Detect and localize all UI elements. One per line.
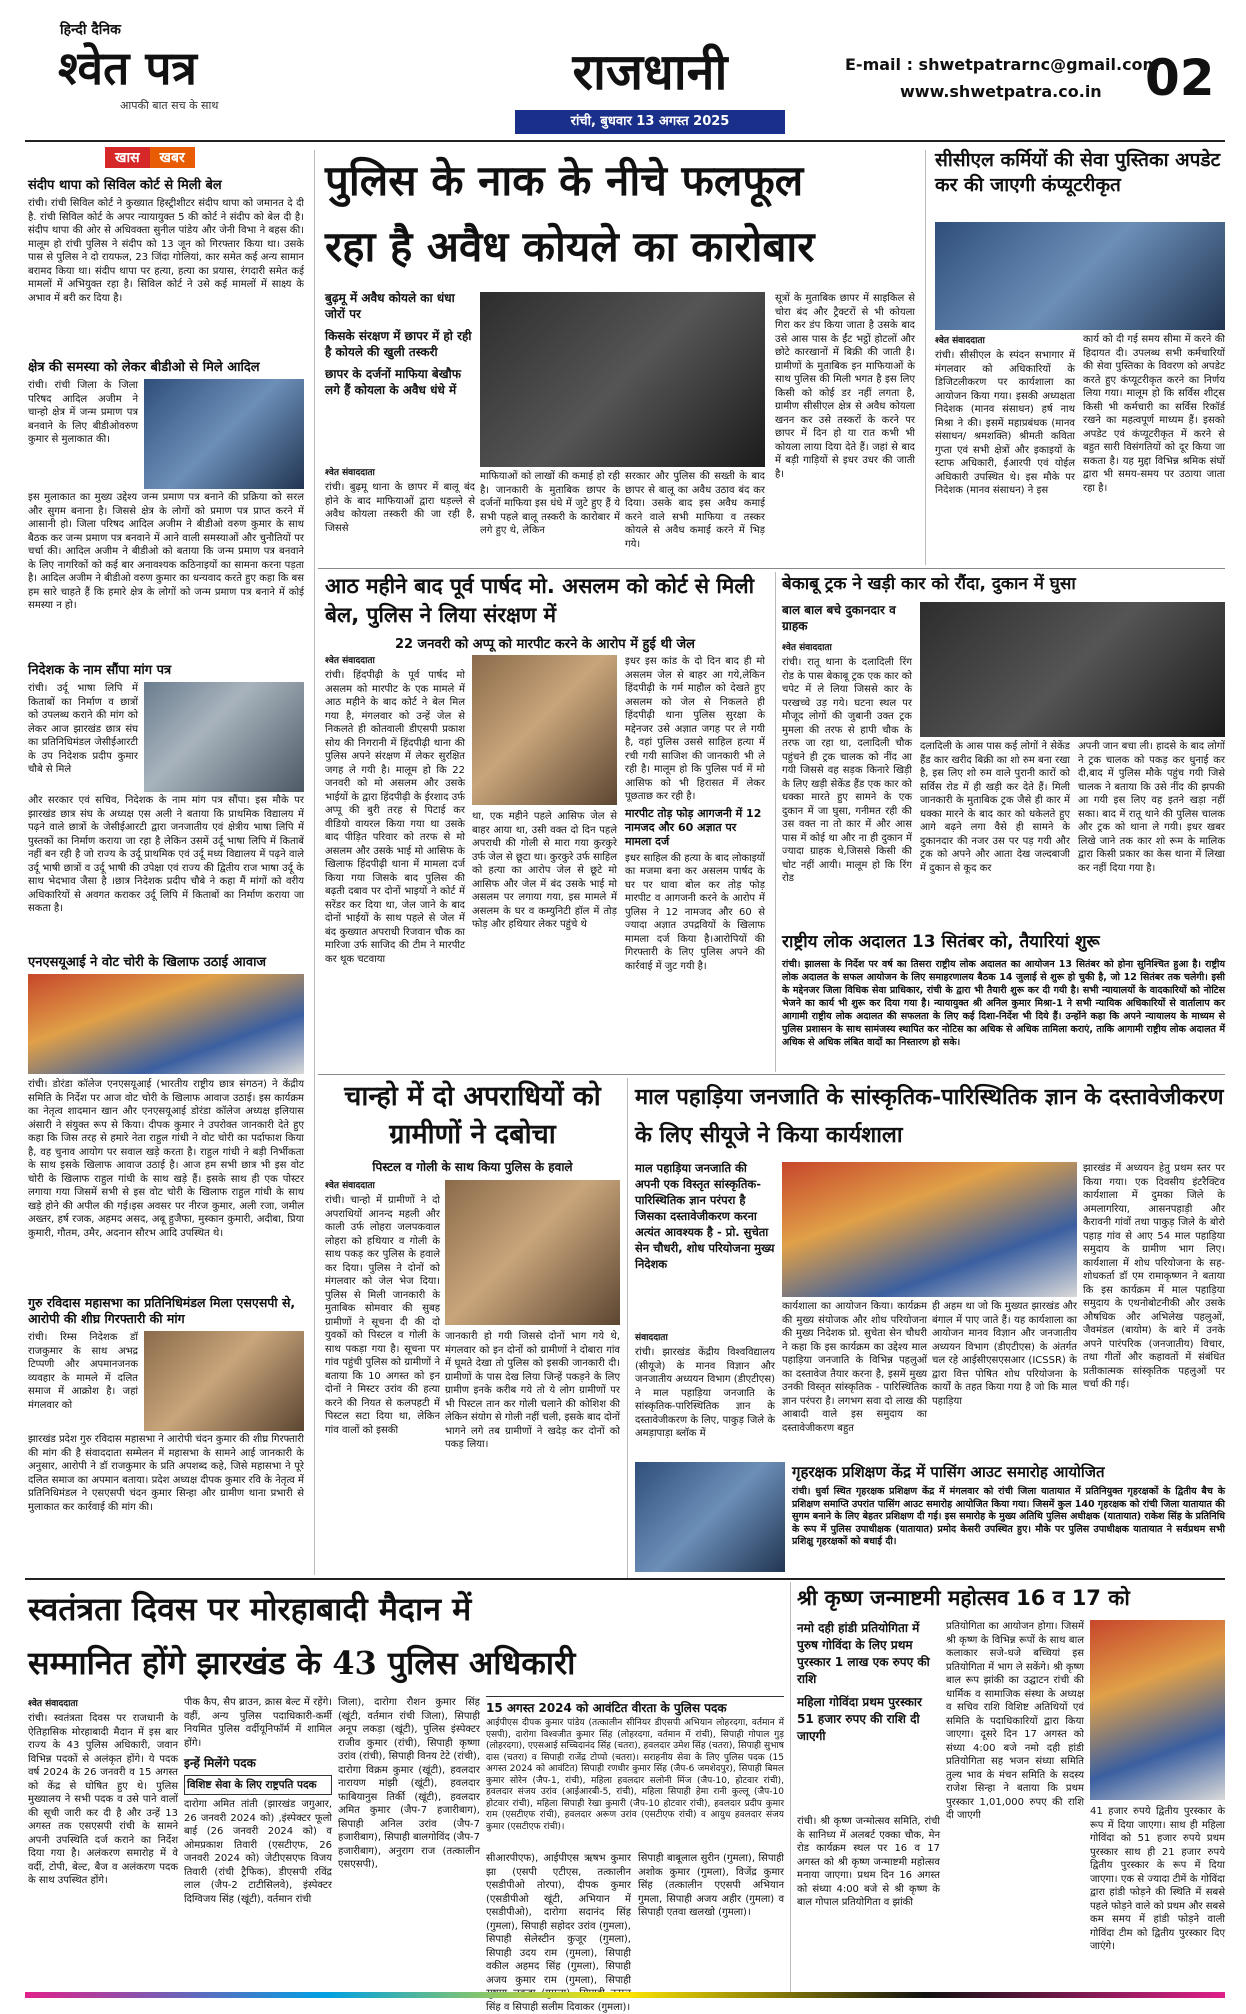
khabar-label: खबर <box>150 147 195 168</box>
mal-body-1: रांची। झारखंड केंद्रीय विश्वविद्यालय (सीयूजे) के मानव विज्ञान और जनजातीय अध्ययन विभाग (डीएटीएस) ने माल पहाड़िया जनजाति के सांस्कृतिक-पारिस्थितिक ज्ञान के दस्तावेजीकरण के लिए, पाकुड़ जिले के अमड़ापाड़ा ब्लॉक में <box>635 1347 775 1439</box>
mal-body-3: ही अहम था जो कि मुख्यत झारखंड और बंगाल में पाए जाते हैं। यह कार्यशाला का आयोजन मानव विज्ञान और जनजातीय अध्ययन विभाग (डीएटीएस) के अंतर्गत चल रहे आईसीएसएसआर (ICSSR) के द्वारा वित्त पोषित शोध परियोजना के कार्यों के तहत किया गया है जो कि माल पहाड़िया <box>932 1301 1077 1407</box>
ccl-body-2: कार्य को दी गई समय सीमा में करने की हिदायत दी। उपलब्ध सभी कर्मचारियों की सेवा पुस्तिका के विवरण को अपडेट करते हुए कंप्यूटरीकृत करने का निर्णय लिया गया। मालूम हो कि सर्विस शीट्स किसी भी कर्मचारी का सर्विस रिकॉर्ड रखने का महत्वपूर्ण माध्यम हैं। इसको अपडेट एवं कंप्यूटरीकृत में करने से बहुत सारी विसंगतियों को दूर किया जा सकता है। यह मुद्दा विभिन्न श्रमिक संघों द्वारा भी समय-समय पर उठाया जाता रहा है। <box>1083 334 1225 494</box>
sandeep-headline: संदीप थापा को सिविल कोर्ट से मिली बेल <box>28 178 222 193</box>
mal-headline: माल पहाड़िया जनजाति के सांस्कृतिक-पारिस्थितिक ज्ञान के दस्तावेजीकरण के लिए सीयूजे ने किया कार्यशाला <box>635 1084 1224 1148</box>
section-title: राजधानी <box>572 42 728 101</box>
truck-headline: बेकाबू ट्रक ने खड़ी कार को रौंदा, दुकान में घुसा <box>782 574 1076 594</box>
coal-body-2: माफियाओं को लाखों की कमाई हो रही है। जानकारी के मुताबिक छापर के दर्जनों माफिया इस धंधे में जुटे हुए हैं ये सभी पहले बालू तस्करी के कारोबार में लगे हुए थे, लेकिन <box>480 471 620 536</box>
independence-body-1: रांची। स्वतंत्रता दिवस पर राजधानी के ऐतिहासिक मोरहाबादी मैदान में इस बार राज्य के 43 पुलिस अधिकारी, जवान विभिन्न पदकों से अलंकृत होंगे। ये पदक वर्ष 2024 के 26 जनवरी व 15 अगस्त को केंद्र से घोषित हुए थे। पुलिस मुख्यालय ने सभी पदक व उसे पाने वालों की सूची जारी कर दी है और उन्हें 13 अगस्त तक एसएसपी रांची के सामने अपनी उपस्थिति दर्ज कराने का निर्देश दिया गया है। अलंकरण समारोह में वे वर्दी, टोपी, बेल्ट, बैज व अलंकरण पदक के साथ उपस्थित होंगे। <box>28 1713 178 1886</box>
mal-body-2: कार्यशाला का आयोजन किया। कार्यक्रम की मुख्य संयोजक और शोध परियोजना की मुख्य निदेशक प्रो. सुचेता सेन चौधरी ने कहा कि इस कार्यक्रम का उद्देश्य माल पहाड़िया जनजाति के विभिन्न पहलुओं का दस्तावेज तैयार करना है, इसमें मुख्य उनकी विस्तृत सांस्कृतिक - पारिस्थितिक ज्ञान परंपरा है। लगभग सवा दो लाख की आबादी वाले इस समुदाय का दस्तावेजीकरण बहुत <box>782 1301 927 1434</box>
janmashtami-body-3: 41 हजार रुपये द्वितीय पुरस्कार के रूप में दिया जाएगा। साथ ही महिला गोविंदा को 51 हजार रुपये प्रथम पुरस्कार साथ ही 21 हजार रुपये द्वितीय पुरस्कार के रूप में दिया जाएगा। एक से ज्यादा टीमें के गोविंदा द्वारा हांडी फोड़ने की स्थिति में सबसे पहले फोड़ने वाले को प्रथम और सबसे कम समय में हांडी फोड़ने वाली गोविंदा टीम को द्वितीय पुरस्कार दिए जाएंगे। <box>1090 1806 1225 1952</box>
independence-box-title: 15 अगस्त 2024 को आवंटित वीरता के पुलिस पदक <box>486 1701 727 1715</box>
independence-col-b <box>184 1696 332 1988</box>
rule-row2 <box>318 568 1225 569</box>
aslam-body-1: रांची। हिंदपीढ़ी के पूर्व पार्षद मो असलम को मारपीट के एक मामले में आठ महीने के बाद कोर्ट ने बेल मिल गया है, मंगलवार को उन्हें जेल से निकलते ही कोतवाली डीएसपी प्रकाश सोय की निगरानी में हिंदपीढ़ी थाना की पुलिस अपने संरक्षण में लेकर सुरक्षित जगह ले गयी है। मालूम हो कि 22 जनवरी को मो असलम और उसके भाईयों के द्वारा हिंदपीढ़ी के ईरशाद उर्फ अप्पू की बुरी तरह से पिटाई कर वीडियो वायरल किया गया था उसके बाद पीड़ित परिवार को तरफ से मो असलम और उसके भाई मो आसिफ के खिलाफ हिंदपीढ़ी थाना में मामला दर्ज किया गया जिसके बाद पुलिस की बढ़ती दबाव पर दोनों भाइयों ने कोर्ट में सरेंडर कर दिया था, जेल जाने के बाद दोनों भाईयों के साथ पहले से जेल में बंद कुख्यात अपराधी रिजवान चौक का मारिजा उर्फ साजिद की टीम ने मारपीट कर थूक चटवाया <box>325 670 465 965</box>
coal-body-4: सूत्रों के मुताबिक छापर में साइकिल से चोरा बंद और ट्रैक्टरों से भी कोयला गिरा कर डंप किया जाता है उसके बाद उसे आस पास के ईंट भट्ठों होटलों और छोटे कारखानों में बिक्री की जाती है। ग्रामीणों के मुताबिक इन माफियाओं के साथ पुलिस की मिली भगत है इस लिए किसी को कोई डर नहीं लगता है, ग्रामीण सीसीएल क्षेत्र से अवैध कोयला खनन कर उसे तस्करों के करने पर छापर में दिन हो या रात कभी भी कोयला लाया दिया देते हैं। जहां से बाद में बड़ी गाड़ियों से इधर उधर की जाती है। <box>775 293 915 480</box>
nideshak-story <box>28 660 304 948</box>
nsui-headline: एनएसयूआई ने वोट चोरी के खिलाफ उठाई आवाज <box>28 955 267 970</box>
independence-body-5: सीआरपीएफ), आईपीएस ऋषभ कुमार झा (एसपी एटीएस, तत्कालीन एसडीपीओ तोरपा), दीपक कुमार (एसडीपीओ खूंटी, अभियान में एसडीपीओ), दारोगा सदानंद सिंह (गुमला), सिपाही सहोदर उरांव (गुमला), सिपाही सेलेस्टीन कुजूर (गुमला), सिपाही उदय राम (गुमला), सिपाही वकील अहमद सिंह (गुमला), सिपाही अजय कुमार राम (गुमला), सिपाही सिंह व सिपाही सलीम दिवाकर (गुमला)। <box>486 1853 631 2013</box>
col-chanho-rule <box>627 1078 628 1578</box>
ccl-byline: श्वेत संवाददाता <box>935 336 985 346</box>
rule-row3 <box>318 1074 1225 1075</box>
mal-byline: संवाददाता <box>635 1333 668 1343</box>
truck-byline: श्वेत संवाददाता <box>782 643 832 653</box>
dateline: रांची, बुधवार 13 अगस्त 2025 <box>515 110 785 134</box>
ccl-photo <box>935 222 1225 330</box>
adil-photo <box>144 379 304 489</box>
aslam-col-a <box>325 653 465 1068</box>
passing-photo <box>635 1462 785 1572</box>
email-link[interactable]: E-mail : shwetpatrarnc@gmail.com <box>845 55 1160 74</box>
masthead-rule <box>25 140 1225 142</box>
ravidas-photo <box>144 1331 304 1431</box>
truck-subhead: बाल बाल बचे दुकानदार व ग्राहक <box>782 603 896 633</box>
independence-box <box>486 1696 784 1848</box>
independence-body-3: दारोगा अमित तांती (झारखंड जगुआर, 26 जनवरी 2024 को) ,इंस्पेक्टर फूलो बाई (26 जनवरी 2024 को) व ओमप्रकाश तिवारी (एसटीएफ, 26 जनवरी 2024 को) जेटीएसएफ विजय तिवारी (रांची ट्रैफिक), डीएसपी रविंद्र लाल (जैप-2 टाटीसिलवे), इंस्पेक्टर दिग्विजय सिंह (खूंटी), वर्तमान रांची <box>184 1799 332 1905</box>
truck-body-1: रांची। रातू थाना के दलादिली रिंग रोड के पास बेकाबू ट्रक एक कार को चपेट में ले लिया जिससे कार के परखच्चे उड़ गये। घटना स्थल पर मौजूद लोगों की जुबानी उक्त ट्रक मुमला की तरफ से हापी चौक के तरफ जा रहा था, दलादिली चौक पहुंचने ही ट्रक चालक को नींद आ गयी जिससे वह सड़क किनारे खिड़ी के लिए खड़ी सेकेंड हैंड एक कार को धक्का मारते हुए सामने के एक दुकान में जा घुसा, गनीमत रही की उस वक्त ना तो कार में और आस पास में कोई था और ना ही दुकान में ज्यादा ग्राहक थे,जिससे किसी की चोट नहीं आयी। मालूम हो कि रिंग रोड <box>782 657 912 884</box>
coal-bullet-1: बुढ़मू में अवैध कोयले का धंधा जोरों पर <box>325 291 455 321</box>
nideshak-body-a: रांची। उर्दू भाषा लिपि में किताबों का निर्माण व छात्रों को उपलब्ध कराने की मांग को लेकर आज झारखंड छात्र संघ का प्रतिनिधिमंडल जेसीईआरटी के उप निदेशक प्रदीप कुमार चौबे से मिले <box>28 683 138 775</box>
adil-headline: क्षेत्र की समस्या को लेकर बीडीओ से मिले आदिल <box>28 360 260 375</box>
independence-body-2: पीक कैप, सैप ब्राउन, क्रास बेल्ट में रहेंगे। वहीं, अन्य पुलिस पदाधिकारी-कर्मी नियमित पुलिस वर्दीयूनिफॉर्म में शामिल होंगे। <box>184 1697 332 1749</box>
chanho-headline: चान्हो में दो अपराधियों को ग्रामीणों ने दबोचा <box>344 1081 601 1150</box>
independence-box-text: आईपीएस दीपक कुमार पांडेय (तत्कालीन सीनियर डीएसपी अभियान लोहरदगा, वर्तमान में एसपी), दारोगा विश्वजीत कुमार सिंह (लोहरदगा, वर्तमान में रांची), सिपाही गोपाल गुड़ (लोहरदगा), एएसआई सच्चिदानंद सिंह (चतरा), हवलदार उमेश सिंह (चतरा), सिपाही सुभाष दास (चतरा) व सिपाही राजेंद्र टोप्पो (चतरा)। सराहनीय सेवा के लिए पुलिस पदक (15 अगस्त 2024 को आवंटित) सिपाही रणधीर कुमार सिंह (जैप-6 जमशेदपुर), सिपाही बिमल कुमार सोरेन (जैप-1, रांची), महिला हवलदार सलोनी मिंज (जैप-10, होटवार रांची), हवलदार संजय उरांव (आईआरबी-5, रांची), महिला सिपाही हेमा रानी कुल्लू (जैप-10 होटवार रांची), महिला सिपाही रेखा कुमारी (जैप-10 होटवार रांची), हवलदार प्रदीप कुमार राम (एसटीएफ रांची), हवलदार अरूण उरांव (एसटीएफ रांची) व आयुध हवलदार संजय कुमार (एसटीएफ रांची)। <box>486 1718 784 1832</box>
masthead <box>0 0 1246 140</box>
janmashtami-bullet-1: नमो दही हांडी प्रतियोगिता में पुरुष गोविंदा के लिए प्रथम पुरस्कार 1 लाख एक रुपए की राशि <box>797 1621 930 1686</box>
janmashtami-bullets <box>797 1620 940 1810</box>
lok-body: रांची। झालसा के निर्देश पर वर्ष का तिसरा राष्ट्रीय लोक अदालत का आयोजन 13 सितंबर को होना सुनिश्चित हुआ है। राष्ट्रीय लोक अदालत के सफल आयोजन के लिए समाहरणालय बैठक 14 जुलाई से शुरू हो चुकी है, जो 12 सितंबर तक चलेगी। इसी के मद्देनजर जिला विधिक सेवा प्राधिकार, रांची के द्वारा भी तैयारी शुरू कर दी गयी है। सभी न्यायालयों के वादकारियों को नोटिस भेजने का कार्य भी शुरू कर दिया गया है। न्यायायुक्त श्री अनिल कुमार मिश्रा-1 ने सभी न्यायिक अधिकारियों से वार्तालाप कर आगामी राष्ट्रीय लोक अदालत की सफलता के लिए कई दिशा-निर्देश भी दिये हैं। उन्होंने कहा कि अपने न्यायालय के माध्यम से पुलिस प्रशासन के साथ सामंजस्य स्थापित कर नोटिस का अधिक से अधिक तामिला कराएं, ताकि आगामी राष्ट्रीय लोक अदालत में अधिक से अधिक लंबित वादों का निस्तारण हो सके। <box>782 959 1225 1048</box>
truck-photo <box>920 602 1225 737</box>
janmashtami-bullet-2: महिला गोविंदा प्रथम पुरस्कार 51 हजार रुपए की राशि दी जाएगी <box>797 1695 922 1743</box>
col1-rule <box>314 150 315 1575</box>
masthead-tagline-top: हिन्दी दैनिक <box>60 22 121 38</box>
adil-story <box>28 357 304 659</box>
independence-body-6: सिपाही बाबूलाल सुरीन (गुमला), सिपाही अशोक कुमार (गुमला), विजेंद्र कुमार सिंह (तत्कालीन एएसपी अभियान गुमला, सिपाही अजय अहीर (गुमला) व सिपाही एतवा खलखो (गुमला)। <box>638 1853 784 1918</box>
ccl-col-a <box>935 333 1075 565</box>
chanho-photo <box>445 1180 620 1325</box>
truck-col-a <box>782 640 912 925</box>
passing-headline: गृहरक्षक प्रशिक्षण केंद्र में पासिंग आउट समारोह आयोजित <box>792 1463 1105 1481</box>
page-number: 02 <box>1145 49 1215 107</box>
ravidas-story <box>28 1295 304 1555</box>
coal-photo <box>480 292 765 467</box>
coal-body-1: रांची। बुढ़मू थाना के छापर में बालू बंद होने के बाद माफियाओं द्वारा धड़ल्ले से अवैध कोयला तस्करी की जा रही है, जिससे <box>325 482 475 534</box>
chanho-body-2: जानकारी हो गयी जिससे दोनों भाग गये थे, मंगलवार को इन दोनों को ग्रामीणों ने दोबारा गांव में घूमते देखा तो पुलिस को इसकी जानकारी दी। ग्रामीणों के पास देख लिया जिन्हें पकड़ने के लिए ग्रामीण इनके करीब गये तो ये लोग ग्रामीणों पर भी पिस्टल तान कर गोली चलाने की कोशिश की लेकिन संयोग से गोली नहीं चली, इसके बाद दोनों भागने लगे तब ग्रामीणों ने खदेड़ कर दोनों को पकड़ लिया। <box>445 1331 620 1450</box>
khas-label: खास <box>105 147 150 168</box>
col-mid-rule <box>925 150 926 565</box>
truck-body-2: दलादिली के आस पास कई लोगों ने सेकेंड हैंड कार खरीद बिक्री का शो रुम बना रखा है, इस लिए शो रुम वाले पुरानी कारों को सर्विस रोड में ही खड़ी कर देते हैं। मिली जानकारी के मुताबिक ट्रक जैसे ही कार में धक्का मारने के बाद कार को धकेलते हुए आगे बढ़ने लगा वैसे ही सामने के दुकानदार की नजर उस पर पड़ गयी और ट्रक को अपने और आता देख जल्दबाजी में दुकान से कूद कर <box>920 741 1070 874</box>
independence-headline <box>28 1582 783 1692</box>
coal-body-3: सरकार और पुलिस की सख्ती के बाद छापर से बालू का अवैध उठाव बंद कर दिया। उसके बाद इस अवैध कमाई करने वाले सभी माफिया व तस्कर कोयले से अवैध कमाई करने में भिड़ गये। <box>625 471 765 550</box>
chanho-subhead: पिस्टल व गोली के साथ किया पुलिस के हवाले <box>372 1160 573 1174</box>
col-mid-rule-2 <box>775 572 776 1072</box>
janmashtami-photo <box>1090 1620 1225 1800</box>
sandeep-story <box>28 175 304 355</box>
lok-headline: राष्ट्रीय लोक अदालत 13 सितंबर को, तैयारियां शुरू <box>782 932 1100 952</box>
aslam-headline: आठ महीने बाद पूर्व पार्षद मो. असलम को कोर्ट से मिली बेल, पुलिस ने लिया संरक्षण में <box>325 574 755 627</box>
aslam-subhead-2: मारपीट तोड़ फोड़ आगजनी में 12 नामजद और 60 अज्ञात पर मामला दर्ज <box>625 806 762 848</box>
coal-bullet-3: छापर के दर्जनों माफिया बेखौफ लगे हैं कोयला के अवैध धंधे में <box>325 367 461 397</box>
janmashtami-body-1: रांची। श्री कृष्ण जन्मोत्सव समिति, रांची के सानिध्य में अलबर्ट एक्का चौक, मेन रोड कार्यक्रम स्थल पर 16 व 17 अगस्त को श्री कृष्ण जन्माष्टमी महोत्सव मनाया जाएगा। प्रथम दिन 16 अगस्त को संध्या 4:00 बजे से श्री कृष्ण के बाल गोपाल प्रतियोगिता व झांकी <box>797 1816 940 1908</box>
independence-subhead-1: इन्हें मिलेंगे पदक <box>184 1756 256 1770</box>
nideshak-photo <box>144 682 304 792</box>
nsui-body: रांची। डोरंडा कॉलेज एनएसयूआई (भारतीय राष्ट्रीय छात्र संगठन) ने केंद्रीय समिति के निर्देश पर आज वोट चोरी के खिलाफ आवाज उठाई। इस कार्यक्रम का नेतृत्व शादमान खान और एनएसयूआई डोरंडा कॉलेज अध्यक्ष इलियास अंसारी ने संयुक्त रूप से किया। दीपक कुमार ने उपरोक्त जानकारी देते हुए कहा कि जिस तरह से हमारे नेता राहुल गांधी ने वोट चोरी का पर्दाफाश किया है, वह चुनाव आयोग पर सवाल खड़े करता है। राहुल गांधी ने बड़ी निर्भीकता के साथ इसके खिलाफ आवाज उठाई है। आज हम सभी छात्र भी इस वोट चोरी के खिलाफ राहुल गांधी के साथ खड़े हैं। इसके साथ ही एक पोस्टर लगाया गया जिसमें सभी से इस वोट चोरी के खिलाफ राहुल गांधी के साथ खड़े होने की अपील की गई।इस अवसर पर नीरज कुमार, अली रजा, जमील अख्तर, हर्ष रजक, अहमद असद, अबू हुजैफा, मुस्कान कुमारी, अदीबा, प्रिया कुमारी, गौतम, उमैर, अदनान सौरभ आदि उपस्थित थे। <box>28 1079 304 1239</box>
coal-headline <box>325 148 905 288</box>
truck-body-3: अपनी जान बचा ली। हादसे के बाद लोगों ने ट्रक चालक को पकड़ कर धुनाई कर दी,बाद में पुलिस मौके पहुंच गयी जिसे चालक ने बताया कि उसे नींद की झपकी आ गयी इस लिए वह इतने खड़ा नहीं सका। बाद में रातू थाने की पुलिस चालक और ट्रक को थाना ले गयी। इधर खबर लिखे जाने तक कार शो रूम के मालिक द्वारा किसी प्रकार का केस थाना में लिखा कर नहीं दिया गया है। <box>1078 741 1225 874</box>
coal-headline-line1: पुलिस के नाक के नीचे फलफूल <box>325 156 804 205</box>
khas-khabar-label <box>105 147 225 169</box>
aslam-col-c <box>625 655 765 1068</box>
independence-body-4: जिला), दारोगा रौशन कुमार सिंह (खूंटी, वर्तमान रांची जिला), सिपाही अनूप लकड़ा (खूंटी), पुलिस इंस्पेक्टर राजीव कुमार (रांची), सिपाही कृष्णा उरांव (रांची), सिपाही विनय टेटे (रांची), दारोगा विक्रम कुमार (खूंटी), हवलदार नारायण मांझी (खूंटी), हवलदार फाबियानुस तिर्की (खूंटी), हवलदार अमित कुमार (जैप-7 हजारीबाग), सिपाही अनिल उरांव (जैप-7 हजारीबाग), सिपाही बालगोविंद (जैप-7 हजारीबाग), अनुराग राज (तत्कालीन एसएसपी), <box>338 1697 480 1870</box>
nideshak-body-b: और सरकार एवं सचिव, निदेशक के नाम मांग पत्र सौंपा। इस मौके पर झारखंड छात्र संघ के अध्यक्ष एस अली ने बताया कि प्राथमिक विद्यालय में पढ़ने वाले छात्रों के जेसीईआरटी द्वारा जनजातीय एवं क्षेत्रीय भाषा लिपि में पुस्तकों का निर्माण कराया जा रहा है लेकिन उसमें उर्दू भाषा लिपि में किताबें नहीं बन रही है जो राज्य के उर्दू प्राथमिक एवं उर्दू मध्य विद्यालय में पढ़ने वाले उर्दू भाषी छात्रों व उर्दू भाषी की उपेक्षा एवं राज्य की द्वितीय राज भाषा उर्दू के साथ भेदभाव जैसा है ।छात्र निदेशक प्रदीप चौबे ने कहा मैं मांगों को वरीय अधिकारियों से अवगत कराकर उर्दू लिपि में किताबों का निर्माण कराया जा सकता है। <box>28 795 304 914</box>
ravidas-headline: गुरु रविदास महासभा का प्रतिनिधिमंडल मिला एसएसपी से, आरोपी की शीघ्र गिरफ्तारी की मांग <box>28 1295 296 1326</box>
independence-byline: श्वेत संवाददाता <box>28 1699 78 1709</box>
adil-body-a: रांची। रांची जिला के जिला परिषद आदिल अजीम ने चान्हो क्षेत्र में जन्म प्रमाण पत्र बनवाने के लिए बीडीओवरुण कुमार से मुलाकात की। <box>28 380 138 445</box>
aslam-body-2: था, एक महीने पहले आसिफ जेल से बाहर आया था, उसी वक्त दो दिन पहले अपराधी की गोली से मारा गया कुरकुरे उर्फ जेल से छूटा था। कुरकुरे उर्फ साहिल को हत्या का आरोप जेल से छूटे मो आसिफ और जेल में बंद उसके भाई मो असलम पर लगाया गया, इस मामले में असलम के घर व कम्युनिटी हॉल में तोड़ फोड़ और हथियार लेकर पहुंचे थे <box>472 811 617 930</box>
rule-row4 <box>25 1578 1225 1580</box>
coal-bullets <box>325 290 475 465</box>
coal-col-a <box>325 465 475 560</box>
aslam-subhead: 22 जनवरी को अप्पू को मारपीट करने के आरोप में हुई थी जेल <box>394 637 695 652</box>
mal-quote: माल पहाड़िया जनजाति की अपनी एक विस्तृत सांस्कृतिक-पारिस्थितिक ज्ञान परंपरा है जिसका दस्तावेजीकरण करना अत्यंत आवश्यक है - प्रो. सुचेता सेन चौधरी, शोध परियोजना मुख्य निदेशक <box>635 1161 775 1271</box>
independence-subhead-2: विशिष्ट सेवा के लिए राष्ट्रपति पदक <box>184 1775 332 1795</box>
aslam-body-3: इधर इस कांड के दो दिन बाद ही मो असलम जेल से बाहर आ गये,लेकिन हिंदपीढ़ी के गर्म माहौल को देखते हुए असलम को जेल से निकलते ही हिंदपीढ़ी थाना पुलिस सुरक्षा के मद्देनजर उसे अज्ञात जगह पर ले गयी है, वहां पुलिस उससे साहिल हत्या में रची गयी साजिश की जानकारी भी ले रही है। मालूम हो कि पुलिस पर्व में मो आसिफ को भी हिरासत में लेकर पूछताछ कर रही है। <box>625 656 765 802</box>
website-link[interactable]: www.shwetpatra.co.in <box>900 82 1102 101</box>
masthead-title: श्वेत पत्र <box>58 41 197 95</box>
sandeep-body: रांची। रांची सिविल कोर्ट ने कुख्यात हिस्ट्रीशीटर संदीप थापा को जमानत दे दी है. रांची सिविल कोर्ट के अपर न्यायायुक्त 5 की कोर्ट ने संदीप को बेल दी है। संदीप थापा की ओर से अधिवक्ता सुनील पांडेय और जेनी विभा ने बहस की। मालूम हो रांची पुलिस ने संदीप को 13 जून को गिरफ्तार किया था। उसके पास से पुलिस ने दो रायफल, 23 जिंदा गोलियां, कार समेत कई अन्य सामान बरामद किया था। संदीप थापा पर हत्या, हत्या का प्रयास, रंगदारी समेत कई मामलों में अभियुक्त रहा है। सिविल कोर्ट ने उसे कई मामलों में साक्ष्य के अभाव में बरी कर दिया है। <box>28 198 304 304</box>
nsui-story <box>28 952 304 1292</box>
mal-body-4: झारखंड में अध्ययन हेतु प्रथम स्तर पर किया गया। एक दिवसीय इंटरैक्टिव कार्यशाला में दुमका जिले के अमलागरिया, आसनपहाड़ी और कैरावनी गांवों तथा पाकुड़ जिले के बोरो पहाड़ गांव से आए 54 माल पहाड़िया समुदाय के ग्रामीण भाग लिए। कार्यशाला में शोध परियोजना के सह-शोधकर्ता डॉ एम रामाकृष्णन ने बताया कि इस कार्यक्रम में माल पहाड़िया समुदाय के एथनोबोटनीकी और उसके औषधिक और अभिलेख पहलुओं, जैवमंडल (बायोम) के बारे में उनके अपने पारंपरिक (जनजातीय) विचार, तथा गीतों और कहावतों में संबंधित प्रतीकात्मक सांस्कृतिक पहलुओं पर चर्चा की गई। <box>1083 1163 1225 1390</box>
independence-headline-line2: सम्मानित होंगे झारखंड के 43 पुलिस अधिकारी <box>28 1644 576 1682</box>
nsui-photo <box>28 974 304 1074</box>
aslam-photo <box>472 655 617 805</box>
print-registration-strip <box>25 1992 1225 1998</box>
janmashtami-body-2: प्रतियोगिता का आयोजन होगा। जिसमें श्री कृष्ण के विभिन्न रूपों के साथ बाल कलाकार सजे-धजे बच्चियां इस प्रतियोगिता में भाग ले सकेंगे। श्री कृष्ण बाल रूप झांकी का उद्घाटन रांची की धार्मिक व सामाजिक संस्था के अध्यक्ष व सचिव राशि विशिष्ट अतिथियों एवं समिति के पदाधिकारियों द्वारा किया जाएगा। दूसरे दिन 17 अगस्त को संध्या 4:00 बजे नमो दही हांडी प्रतियोगिता सह भजन संध्या समिति तुल्य भाव के मंचन समिति के सदस्य राजेश सिन्हा ने बताया कि प्रथम पुरस्कार 1,01,000 रुपए की राशि दी जाएगी <box>946 1621 1084 1821</box>
chanho-body-1: रांची। चान्हो में ग्रामीणों ने दो अपराधियों आनन्द महली और काली उर्फ लोहरा जलपकवाल लोहरा को हथियार व गोली के साथ पकड़ कर पुलिस के हवाले कर दिया। पुलिस ने दोनों को मंगलवार को जेल भेज दिया। पुलिस से मिली जानकारी के मुताबिक सोमवार की सुबह ग्रामीणों ने सूचना दी की दो युवकों को पिस्टल व गोली के साथ पकड़ा गया है। सूचना पर गांव पहुंची पुलिस को ग्रामीणों ने बताया कि 10 अगस्त को इन दोनों ने मिस्टर उरांव की हत्या करने की नियत से कलपहटी में पिस्टल सटा दिया था, लेकिन गांव वालों को इसकी <box>325 1195 440 1436</box>
aslam-body-4: इधर साहिल की हत्या के बाद लोकाइयों का मजमा बना कर असलम पार्षद के घर पर धावा बोल कर तोड़ फोड़ मारपीट व आगजनी करने के आरोप में पुलिस ने 12 नामजद और 60 से ज्यादा अज्ञात उपद्रवियों के खिलाफ मामला दर्ज किया है।आरोपियों की गिरफ्तारी के लिए पुलिस अपने की कार्रवाई में जुट गयी है। <box>625 852 765 972</box>
mal-photo <box>782 1162 1077 1297</box>
janmashtami-headline: श्री कृष्ण जन्माष्टमी महोत्सव 16 व 17 को <box>797 1586 1130 1610</box>
col-bottom-rule <box>790 1582 791 1992</box>
nideshak-headline: निदेशक के नाम सौंपा मांग पत्र <box>28 663 172 678</box>
chanho-col-a <box>325 1178 440 1578</box>
coal-bullet-2: किसके संरक्षण में छापर में हो रही है कोयले की खुली तस्करी <box>325 329 472 359</box>
coal-headline-line2: रहा है अवैध कोयले का कारोबार <box>325 222 815 271</box>
chanho-byline: श्वेत संवाददाता <box>325 1181 375 1191</box>
ravidas-body-a: रांची। रिम्स निदेशक डॉ राजकुमार के साथ अभद्र टिप्पणी और अपमानजनक व्यवहार के मामले में दलित समाज में आक्रोश है। जहां मंगलवार को <box>28 1332 138 1411</box>
passing-body: रांची। धुर्वा स्थित गृहरक्षक प्रशिक्षण केंद्र में मंगलवार को रांची जिला यातायात में प्रतिनियुक्त गृहरक्षकों के द्वितीय बैच के प्रशिक्षण समाप्ति उपरांत पासिंग आउट समारोह आयोजित किया गया। जिसमें कुल 140 गृहरक्षक को रांची जिला यातायात की सुगम बनाने के लिए बेहतर प्रशिक्षण दी गई। इस समारोह के मुख्य अतिथि पुलिस अधीक्षक (यातायात) राकेश सिंह के प्रतिनिधि के रूप में पुलिस उपाधीक्षक (यातायात) प्रमोद केसरी उपस्थित हुए। मौके पर पुलिस उपाधीक्षक यातायात ने सर्वप्रथम सभी प्रशिक्षु गृहरक्षकों को बधाई दी। <box>792 1486 1225 1547</box>
coal-byline: श्वेत संवाददाता <box>325 468 375 478</box>
ccl-body-1: रांची। सीसीएल के स्पंदन सभागार में मंगलवार को अधिकारियों के डिजिटलीकरण पर कार्यशाला का आयोजन किया गया। इसकी अध्यक्षता निदेशक (मानव संसाधन) हर्ष नाथ मिश्रा ने की। इसमें महाप्रबंधक (मानव संसाधन/ श्रमशक्ति) श्रीमती कविता गुप्ता एवं सभी क्षेत्रों और इकाइयों के स्टाफ अधिकारी, ईआरपी एवं योईल अधिकारी उपस्थित थे। इस मौके पर निदेशक (मानव संसाधन) ने इस <box>935 350 1075 496</box>
ravidas-body-b: झारखंड प्रदेश गुरु रविदास महासभा ने आरोपी चंदन कुमार की शीघ्र गिरफ्तारी की मांग की है संवाददाता सम्मेलन में महासभा के सामने आई जानकारी के अनुसार, आरोपी ने डॉ राजकुमार के प्रति अपशब्द कहे, जिसे महासभा ने पूरे दलित समाज का अपमान बताया। प्रदेश अध्यक्ष दीपक कुमार रवि के नेतृत्व में प्रतिनिधिमंडल ने एसएसपी चंदन कुमार सिन्हा और ग्रामीण थाना प्रभारी से मुलाकात कर कार्रवाई की मांग की। <box>28 1434 304 1513</box>
independence-col-a <box>28 1696 178 1988</box>
aslam-byline: श्वेत संवाददाता <box>325 656 375 666</box>
independence-headline-line1: स्वतंत्रता दिवस पर मोरहाबादी मैदान में <box>28 1590 472 1628</box>
adil-body-b: इस मुलाकात का मुख्य उद्देश्य जन्म प्रमाण पत्र बनाने की प्रक्रिया को सरल और सुगम बनाना है। जिससे क्षेत्र के लोगों को प्रमाण पत्र प्राप्त करने में आसानी हो। जिला परिषद आदिल अजीम ने बीडीओ वरुण कुमार के साथ बैठक कर जन्म प्रमाण पत्र बनवाने में आने वाली समस्याओं और चुनौतियों पर चर्चा की। आदिल अजीम ने बीडीओ को बताया कि जन्म प्रमाण पत्र बनवाने के लिए नागरिकों को कई बार अनावश्यक कठिनाइयों का सामना करना पड़ता है। आदिल अजीम ने बीडीओ वरुण कुमार का धन्यवाद करते हुए कहा कि बस हम सारे चाहते हैं कि हमारे क्षेत्र के लोगों को जन्म प्रमाण पत्र बनाने में कोई समस्या न हो। <box>28 492 304 611</box>
ccl-headline: सीसीएल कर्मियों की सेवा पुस्तिका अपडेट कर की जाएगी कंप्यूटरीकृत <box>935 149 1221 196</box>
masthead-tagline: आपकी बात सच के साथ <box>120 99 219 112</box>
